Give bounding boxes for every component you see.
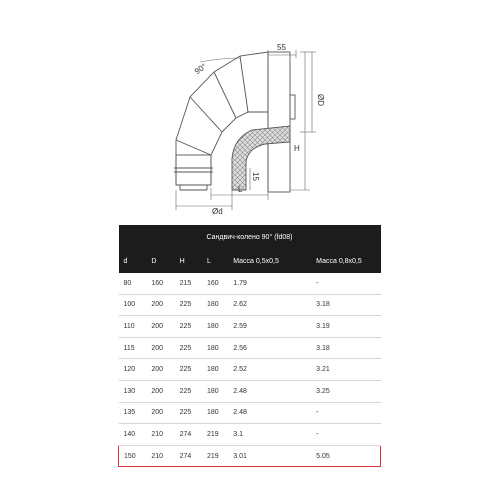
table-header-row [119,249,381,273]
table-cell: 219 [202,445,228,467]
table-cell: 180 [202,294,228,316]
table-cell: 225 [175,316,202,338]
table-cell: 180 [202,380,228,402]
table-cell: 215 [175,273,202,294]
table-cell: 2.52 [228,359,311,381]
insulation-section [232,126,290,190]
table-cell: 225 [175,380,202,402]
table-row [119,402,381,424]
table-cell: 200 [146,316,174,338]
table-cell: 225 [175,337,202,359]
table-cell: 180 [202,359,228,381]
table-row [119,337,381,359]
elbow-right-socket [268,52,295,192]
header-cell-H: H [175,249,202,273]
table-cell: 200 [146,380,174,402]
table-cell: 200 [146,294,174,316]
table-cell: 3.18 [311,294,380,316]
table-cell: - [311,402,380,424]
dim-15-label: 15 [251,172,260,181]
table-cell: 2.48 [228,402,311,424]
table-row [119,380,381,402]
table-cell: 180 [202,316,228,338]
table-cell: 200 [146,359,174,381]
table-row [119,316,381,338]
table-cell: 1.79 [228,273,311,294]
table-cell: 100 [119,294,147,316]
table-cell: 160 [146,273,174,294]
table-cell: 150 [119,445,147,467]
table-row [119,359,381,381]
table-cell: 225 [175,402,202,424]
specifications-table [118,225,381,467]
table-cell: 225 [175,294,202,316]
table-cell: 180 [202,337,228,359]
table-cell: 135 [119,402,147,424]
elbow-technical-drawing [0,0,500,220]
table-cell: 219 [202,424,228,446]
table-row [119,294,381,316]
table-cell: 3.21 [311,359,380,381]
table-cell: 115 [119,337,147,359]
table-title-row [119,225,381,249]
table-cell: 180 [202,402,228,424]
header-cell-d: d [119,249,147,273]
header-cell-mass-08: Масса 0,8х0,5 [311,249,380,273]
dim-L-label: L [238,185,243,194]
elbow-drawing-svg [0,0,500,220]
table-cell: 3.19 [311,316,380,338]
table-cell: 160 [202,273,228,294]
table-cell: 110 [119,316,147,338]
table-cell: 2.59 [228,316,311,338]
table-cell: 140 [119,424,147,446]
angle-label: 90° [193,61,209,77]
table-cell: 80 [119,273,147,294]
dim-D-label: ØD [316,94,325,106]
table-cell: - [311,273,380,294]
table-cell: 210 [146,424,174,446]
table-cell: - [311,424,380,446]
header-cell-D: D [146,249,174,273]
table-cell: 225 [175,359,202,381]
table-row [119,273,381,294]
table-cell: 3.01 [228,445,311,467]
table-cell: 200 [146,337,174,359]
elbow-outer-outline [176,52,268,185]
table-cell: 210 [146,445,174,467]
elbow-lower-pipe [174,155,213,190]
table-cell: 5.05 [311,445,380,467]
table-cell: 200 [146,402,174,424]
table-cell: 3.25 [311,380,380,402]
table-cell: 274 [175,445,202,467]
header-cell-L: L [202,249,228,273]
table-cell: 2.48 [228,380,311,402]
table-row [119,424,381,446]
table-cell: 274 [175,424,202,446]
dim-H-label: H [294,144,300,153]
dim-d-label: Ød [212,207,223,216]
dim-55-label: 55 [277,43,286,52]
table-cell: 120 [119,359,147,381]
table-cell: 3.1 [228,424,311,446]
table-cell: 130 [119,380,147,402]
header-cell-mass-05: Масса 0,5х0,5 [228,249,311,273]
table-row-highlighted [119,445,381,467]
table-title: Сандвич-колено 90° (fd08) [119,225,381,249]
table-cell: 3.18 [311,337,380,359]
table-cell: 2.62 [228,294,311,316]
table-cell: 2.56 [228,337,311,359]
